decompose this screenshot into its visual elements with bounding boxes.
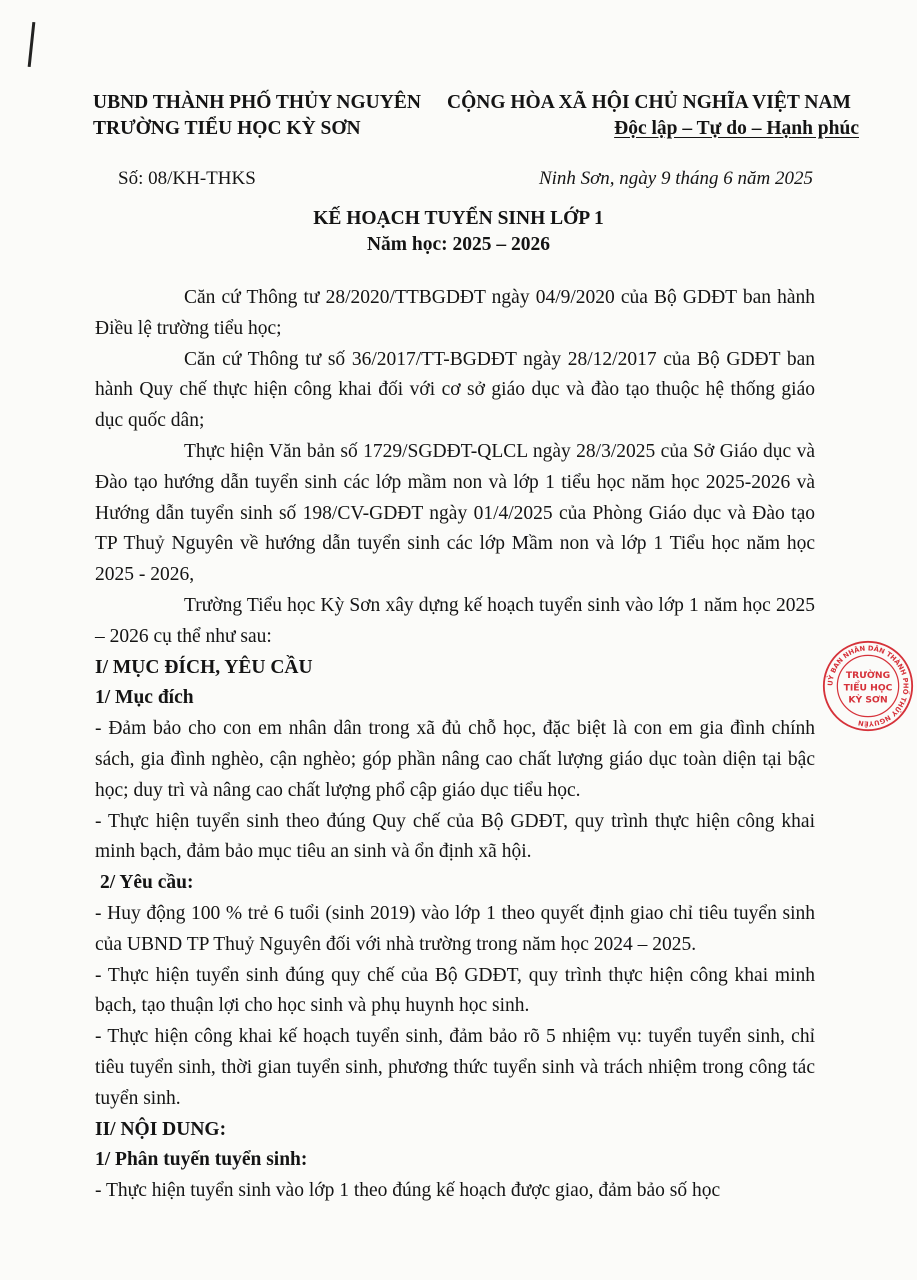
agency-name: UBND THÀNH PHỐ THỦY NGUYÊN [93,92,421,113]
paragraph: Trường Tiểu học Kỳ Sơn xây dựng kế hoạch tuyển sinh vào lớp 1 năm học 2025 – 2026 cụ thể như sau: [95,594,815,647]
list-item: - Huy động 100 % trẻ 6 tuổi (sinh 2019) vào lớp 1 theo quyết định giao chỉ tiêu tuyển sinh của UBND TP Thuỷ Nguyên đối với nhà trường trong năm học 2024 – 2025. [95,902,815,955]
school-seal-stamp [822,640,914,732]
nation-title: CỘNG HÒA XÃ HỘI CHỦ NGHĨA VIỆT NAM [447,92,851,113]
list-item: - Thực hiện tuyển sinh đúng quy chế của Bộ GDĐT, quy trình thực hiện công khai minh bạch, tạo thuận lợi cho học sinh và phụ huynh học sinh. [95,964,815,1017]
subsection-heading: 1/ Phân tuyến tuyển sinh: [95,1149,308,1171]
paragraph: Thực hiện Văn bản số 1729/SGDĐT-QLCL ngày 28/3/2025 của Sở Giáo dục và Đào tạo hướng dẫn tuyển sinh các lớp mầm non và lớp 1 tiểu học năm học 2025-2026 và Hướng dẫn tuyển sinh số 198/CV-GDĐT ngày 01/4/2025 của Phòng Giáo dục và Đào tạo TP Thuỷ Nguyên về hướng dẫn tuyển sinh các lớp Mầm non và lớp 1 Tiểu học năm học 2025 - 2026, [95,440,815,586]
document-number: Số: 08/KH-THKS [118,168,256,189]
document-body [95,283,815,1207]
paragraph: Căn cứ Thông tư 28/2020/TTBGDĐT ngày 04/9/2020 của Bộ GDĐT ban hành Điều lệ trường tiểu học; [95,287,815,339]
subsection-heading: 1/ Mục đích [95,687,194,709]
document-date: Ninh Sơn, ngày 9 tháng 6 năm 2025 [538,168,813,189]
section-heading: II/ NỘI DUNG: [95,1118,227,1140]
document-subtitle: Năm học: 2025 – 2026 [366,234,551,255]
document-title: KẾ HOẠCH TUYỂN SINH LỚP 1 [313,208,604,229]
section-heading: I/ MỤC ĐÍCH, YÊU CẦU [95,656,313,678]
subsection-heading: 2/ Yêu cầu: [100,872,194,894]
stamp-line: TRƯỜNG [845,670,891,682]
stamp-ring-text: UỶ BAN NHÂN DÂN THÀNH PHỐ THỦY NGUYÊN [826,644,910,728]
nation-block [447,90,859,142]
motto: Độc lập – Tự do – Hạnh phúc [614,118,859,139]
stamp-line: KỲ SƠN [848,694,888,706]
pen-mark [28,22,36,67]
list-item: - Đảm bảo cho con em nhân dân trong xã đủ chỗ học, đặc biệt là con em gia đình chính sách, gia đình nghèo, cận nghèo; góp phần nâng cao chất lượng giáo dục toàn diện tại bậc học; duy trì và nâng cao chất lượng phổ cập giáo dục tiểu học. [95,718,815,801]
school-name: TRƯỜNG TIỂU HỌC KỲ SƠN [93,118,361,139]
list-item: - Thực hiện tuyển sinh vào lớp 1 theo đúng kế hoạch được giao, đảm bảo số học [95,1180,721,1202]
list-item: - Thực hiện tuyển sinh theo đúng Quy chế của Bộ GDĐT, quy trình thực hiện công khai minh bạch, đảm bảo mục tiêu an sinh và ổn định xã hội. [95,810,815,863]
list-item: - Thực hiện công khai kế hoạch tuyển sinh, đảm bảo rõ 5 nhiệm vụ: tuyển tuyển sinh, chỉ tiêu tuyển sinh, thời gian tuyển sinh, phương thức tuyển sinh và trách nhiệm trong công tác tuyển sinh. [95,1026,815,1109]
issuer-block [93,90,421,142]
paragraph: Căn cứ Thông tư số 36/2017/TT-BGDĐT ngày 28/12/2017 của Bộ GDĐT ban hành Quy chế thực hiện công khai đối với cơ sở giáo dục và đào tạo thuộc hệ thống giáo dục quốc dân; [95,348,815,432]
stamp-line: TIỂU HỌC [843,682,893,694]
